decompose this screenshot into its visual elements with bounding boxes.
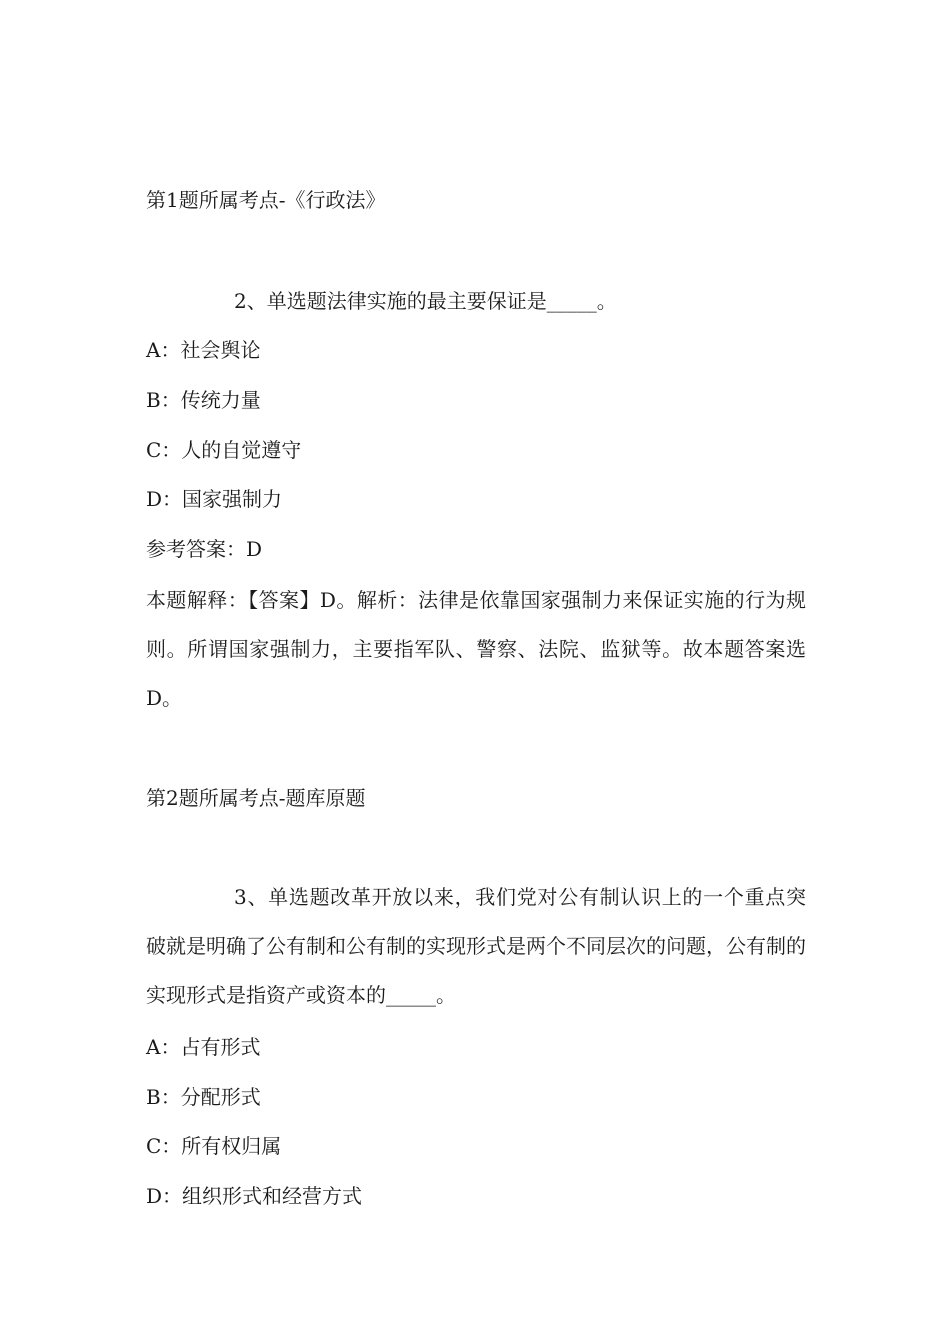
- question-3-option-d: D：组织形式和经营方式: [146, 1184, 363, 1208]
- question-3-option-a: A：占有形式: [146, 1035, 261, 1059]
- question-3-option-b: B：分配形式: [146, 1085, 261, 1109]
- question-2-explanation: 本题解释：【答案】D。解析：法律是依靠国家强制力来保证实施的行为规则。所谓国家强制力，主要指军队、警察、法院、监狱等。故本题答案选D。: [146, 588, 806, 710]
- question-2-option-c: C：人的自觉遵守: [146, 438, 302, 462]
- question-2-option-a: A：社会舆论: [146, 338, 261, 362]
- question-3-option-c: C：所有权归属: [146, 1134, 282, 1158]
- question-2-option-b: B：传统力量: [146, 388, 261, 412]
- topic-heading-2: 第2题所属考点-题库原题: [146, 786, 366, 810]
- question-2-stem: 2、单选题法律实施的最主要保证是_____。: [234, 289, 617, 313]
- question-2-answer: 参考答案：D: [146, 537, 263, 561]
- topic-heading-1: 第1题所属考点-《行政法》: [146, 188, 386, 212]
- question-2-option-d: D：国家强制力: [146, 487, 283, 511]
- question-3-stem: 3、单选题改革开放以来，我们党对公有制认识上的一个重点突破就是明确了公有制和公有制的实现形式是两个不同层次的问题，公有制的实现形式是指资产或资本的_____。: [146, 885, 806, 1007]
